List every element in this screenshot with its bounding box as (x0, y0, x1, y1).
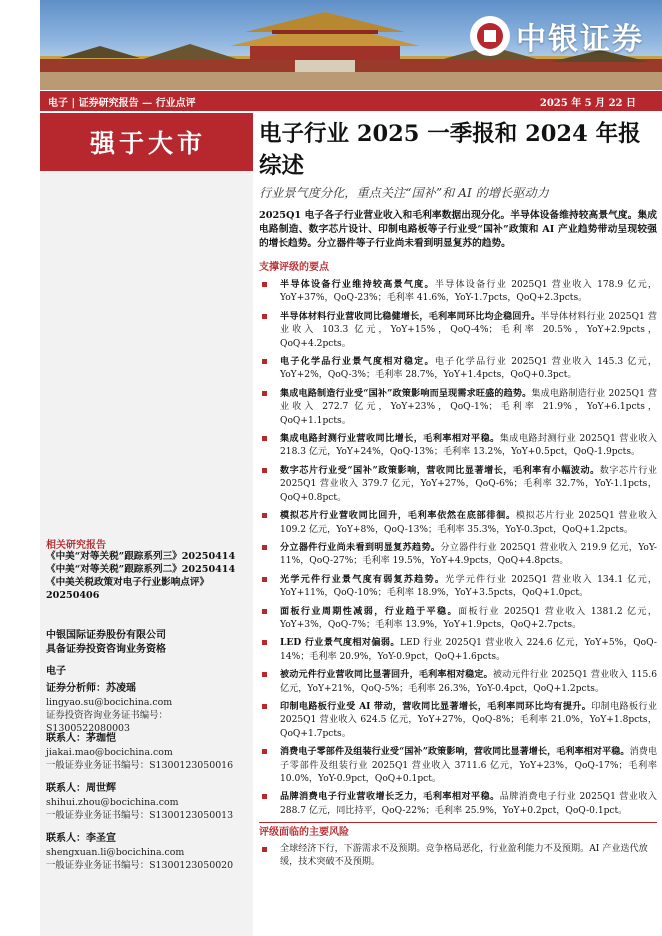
point-lead: 数字芯片行业受“国补”政策影响，营收同比显著增长，毛利率有小幅波动。 (280, 464, 600, 476)
point-body: 数字芯片行业 2025Q1 营业收入 379.7 亿元，YoY+27%，QoQ-6%；毛利率 32.7%，YoY-1.1pcts，QoQ+0.8pct。 (280, 465, 657, 503)
point-lead: LED 行业景气度相对偏弱。 (280, 637, 400, 649)
boci-logo (470, 14, 644, 58)
list-item (259, 387, 657, 428)
header-banner (40, 0, 662, 90)
company-name: 中银国际证券股份有限公司 (46, 630, 166, 641)
support-points-heading: 支撑评级的要点 (259, 262, 329, 273)
list-item (259, 432, 657, 460)
list-item (259, 700, 657, 741)
related-reports-heading: 相关研究报告 (46, 540, 106, 551)
point-body: 半导体设备行业 2025Q1 营业收入 178.9 亿元，YoY+37%，QoQ-23%；毛利率 41.6%，YoY-1.7pcts，QoQ+2.3pcts。 (280, 280, 657, 304)
rating-badge: 强于大市 (40, 113, 253, 171)
risk-list (259, 843, 657, 870)
support-points-list (259, 278, 657, 818)
company-qualification: 具备证券投资咨询业务资格 (46, 644, 166, 655)
contact-block (46, 832, 251, 872)
point-body: 半导体材料行业 2025Q1 营业收入 103.3 亿元，YoY+15%，QoQ-4%；毛利率 20.5%，YoY+2.9pcts，QoQ+4.2pcts。 (280, 311, 657, 349)
list-item (259, 355, 657, 383)
logo-text: 中银证券 (516, 22, 644, 57)
main-content (259, 118, 657, 822)
report-summary: 2025Q1 电子各子行业营业收入和毛利率数据出现分化。半导体设备维持较高景气度。集成电路制造、数字芯片设计、印制电路板等子行业受“国补”政策和 AI 产业趋势带动呈现较强的增长趋势。分立器件等子行业尚未看到明显复苏的趋势。 (259, 210, 657, 249)
point-body: 集成电路制造行业 2025Q1 营业收入 272.7 亿元，YoY+23%，QoQ-1%；毛利率 21.9%，YoY+6.1pcts，QoQ+1.1pcts。 (280, 388, 657, 426)
analyst-email[interactable]: lingyao.su@bocichina.com (46, 697, 173, 708)
point-lead: 光学元件行业景气度有弱复苏趋势。 (280, 573, 446, 585)
point-body: 印制电路板行业 2025Q1 营业收入 624.5 亿元，YoY+27%，QoQ-8%；毛利率 21.0%，YoY+1.8pcts，QoQ+1.7pcts。 (280, 701, 657, 739)
point-lead: 品牌消费电子行业营收增长乏力，毛利率相对平稳。 (280, 791, 500, 803)
point-lead: 被动元件行业营收同比显著回升，毛利率相对稳定。 (280, 669, 493, 681)
list-item (259, 668, 657, 696)
report-header-bar (40, 91, 662, 111)
point-body: 模拟芯片行业 2025Q1 营业收入 109.2 亿元，YoY+8%，QoQ-13%；毛利率 35.3%，YoY-0.3pct，QoQ+1.2pcts。 (280, 511, 657, 535)
point-lead: 半导体设备行业维持较高景气度。 (280, 279, 435, 290)
point-lead: 电子化学品行业景气度相对稳定。 (280, 356, 435, 368)
list-item (259, 541, 657, 569)
point-lead: 分立器件行业尚未看到明显复苏趋势。 (280, 541, 441, 553)
risk-section (259, 826, 657, 870)
related-report-item[interactable]: 《中美“对等关税”跟踪系列二》20250414 (46, 564, 236, 575)
list-item (259, 605, 657, 633)
point-body: 电子化学品行业 2025Q1 营业收入 145.3 亿元，YoY+2%，QoQ-3%；毛利率 28.7%，YoY+1.4pcts，QoQ+0.3pct。 (280, 357, 657, 381)
report-title: 电子行业 2025 一季报和 2024 年报综述 (259, 121, 641, 179)
contact-email[interactable]: shengxuan.li@bocichina.com (46, 847, 185, 858)
point-body: LED 行业 2025Q1 营业收入 224.6 亿元，YoY+5%，QoQ-14%；毛利率 20.9%，YoY-0.9pct，QoQ+1.6pcts。 (280, 638, 657, 662)
contact-email[interactable]: shihui.zhou@bocichina.com (46, 797, 179, 808)
point-lead: 消费电子零部件及组装行业受“国补”政策影响，营收同比显著增长，毛利率相对平稳。 (280, 746, 630, 758)
point-body: 分立器件行业 2025Q1 营业收入 219.9 亿元，YoY-11%，QoQ-27%；毛利率 19.5%，YoY+4.9pcts，QoQ+4.8pcts。 (280, 542, 657, 567)
point-body: 消费电子零部件及组装行业 2025Q1 营业收入 3711.6 亿元，YoY+23%，QoQ-17%；毛利率 10.0%，YoY-0.9pct，QoQ+0.1pct。 (280, 747, 657, 784)
section-divider (259, 822, 657, 823)
list-item (259, 464, 657, 505)
contact-email[interactable]: jiakai.mao@bocichina.com (46, 747, 173, 758)
related-reports-list (46, 550, 250, 602)
list-item (259, 745, 657, 786)
point-body: 品牌消费电子行业 2025Q1 营业收入 288.7 亿元，同比持平，QoQ-22%；毛利率 25.9%，YoY+0.2pct，QoQ-0.1pct。 (280, 792, 657, 816)
point-lead: 集成电路制造行业受“国补”政策影响而呈现需求旺盛的趋势。 (280, 387, 532, 399)
contact-cert: 一般证券业务证书编号：S1300123050016 (46, 760, 234, 771)
list-item: 全球经济下行，下游需求不及预期。竞争格局恶化，行业盈利能力不及预期。AI 产业迭代放缓，技术突破不及预期。 (259, 843, 657, 870)
report-subtitle: 行业景气度分化，重点关注“国补”和 AI 的增长驱动力 (259, 186, 549, 200)
list-item (259, 636, 657, 664)
point-body: 集成电路封测行业 2025Q1 营业收入 218.3 亿元，YoY+24%，QoQ-13%；毛利率 13.2%，YoY+0.5pct，QoQ-1.9pcts。 (280, 434, 657, 458)
point-lead: 印制电路板行业受 AI 带动，营收同比显著增长，毛利率同环比均有提升。 (280, 700, 592, 712)
point-lead: 面板行业周期性减弱，行业趋于平稳。 (280, 605, 458, 617)
point-body: 面板行业 2025Q1 营业收入 1381.2 亿元，YoY+3%，QoQ-7%；毛利率 13.9%，YoY+1.9pcts，QoQ+2.7pcts。 (280, 606, 657, 630)
analyst-cert: 证券投资咨询业务证书编号：S1300522080003 (46, 710, 168, 734)
analyst-role: 证券分析师：苏凌瑶 (46, 683, 136, 694)
company-info (46, 629, 250, 657)
contact-cert: 一般证券业务证书编号：S1300123050013 (46, 810, 234, 821)
bank-of-china-emblem-icon (470, 16, 510, 56)
list-item (259, 278, 657, 306)
related-report-item[interactable]: 《中美关税政策对电子行业影响点评》20250406 (46, 577, 210, 601)
contact-block (46, 782, 251, 822)
report-date: 2025 年 5 月 22 日 (539, 97, 636, 109)
list-item (259, 790, 657, 818)
point-lead: 集成电路封测行业营收同比增长，毛利率相对平稳。 (280, 433, 500, 445)
point-body: 光学元件行业 2025Q1 营业收入 134.1 亿元，YoY+11%，QoQ-10%；毛利率 18.9%，YoY+3.5pcts，QoQ+1.0pct。 (280, 574, 657, 599)
contact-cert: 一般证券业务证书编号：S1300123050020 (46, 860, 234, 871)
sidebar (40, 113, 253, 936)
breadcrumb: 电子 | 证券研究报告 — 行业点评 (48, 97, 196, 109)
sector-label: 电子 (46, 666, 66, 677)
contact-role: 联系人：茅珈恺 (46, 733, 116, 744)
contact-role: 联系人：李圣宣 (46, 833, 116, 844)
contact-role: 联系人：周世辉 (46, 783, 116, 794)
point-body: 被动元件行业 2025Q1 营业收入 115.6 亿元，YoY+21%，QoQ-5%；毛利率 26.3%，YoY-0.4pct，QoQ+1.2pcts。 (280, 670, 657, 694)
related-report-item[interactable]: 《中美“对等关税”跟踪系列三》20250414 (46, 551, 236, 562)
list-item (259, 509, 657, 537)
list-item (259, 310, 657, 351)
list-item (259, 573, 657, 601)
risk-heading: 评级面临的主要风险 (259, 827, 349, 838)
point-lead: 半导体材料行业营收同比稳健增长，毛利率同环比均企稳回升。 (280, 310, 541, 322)
contact-block (46, 732, 251, 772)
analyst-block (46, 682, 251, 735)
point-lead: 模拟芯片行业营收同比回升，毛利率依然在底部徘徊。 (280, 510, 516, 522)
